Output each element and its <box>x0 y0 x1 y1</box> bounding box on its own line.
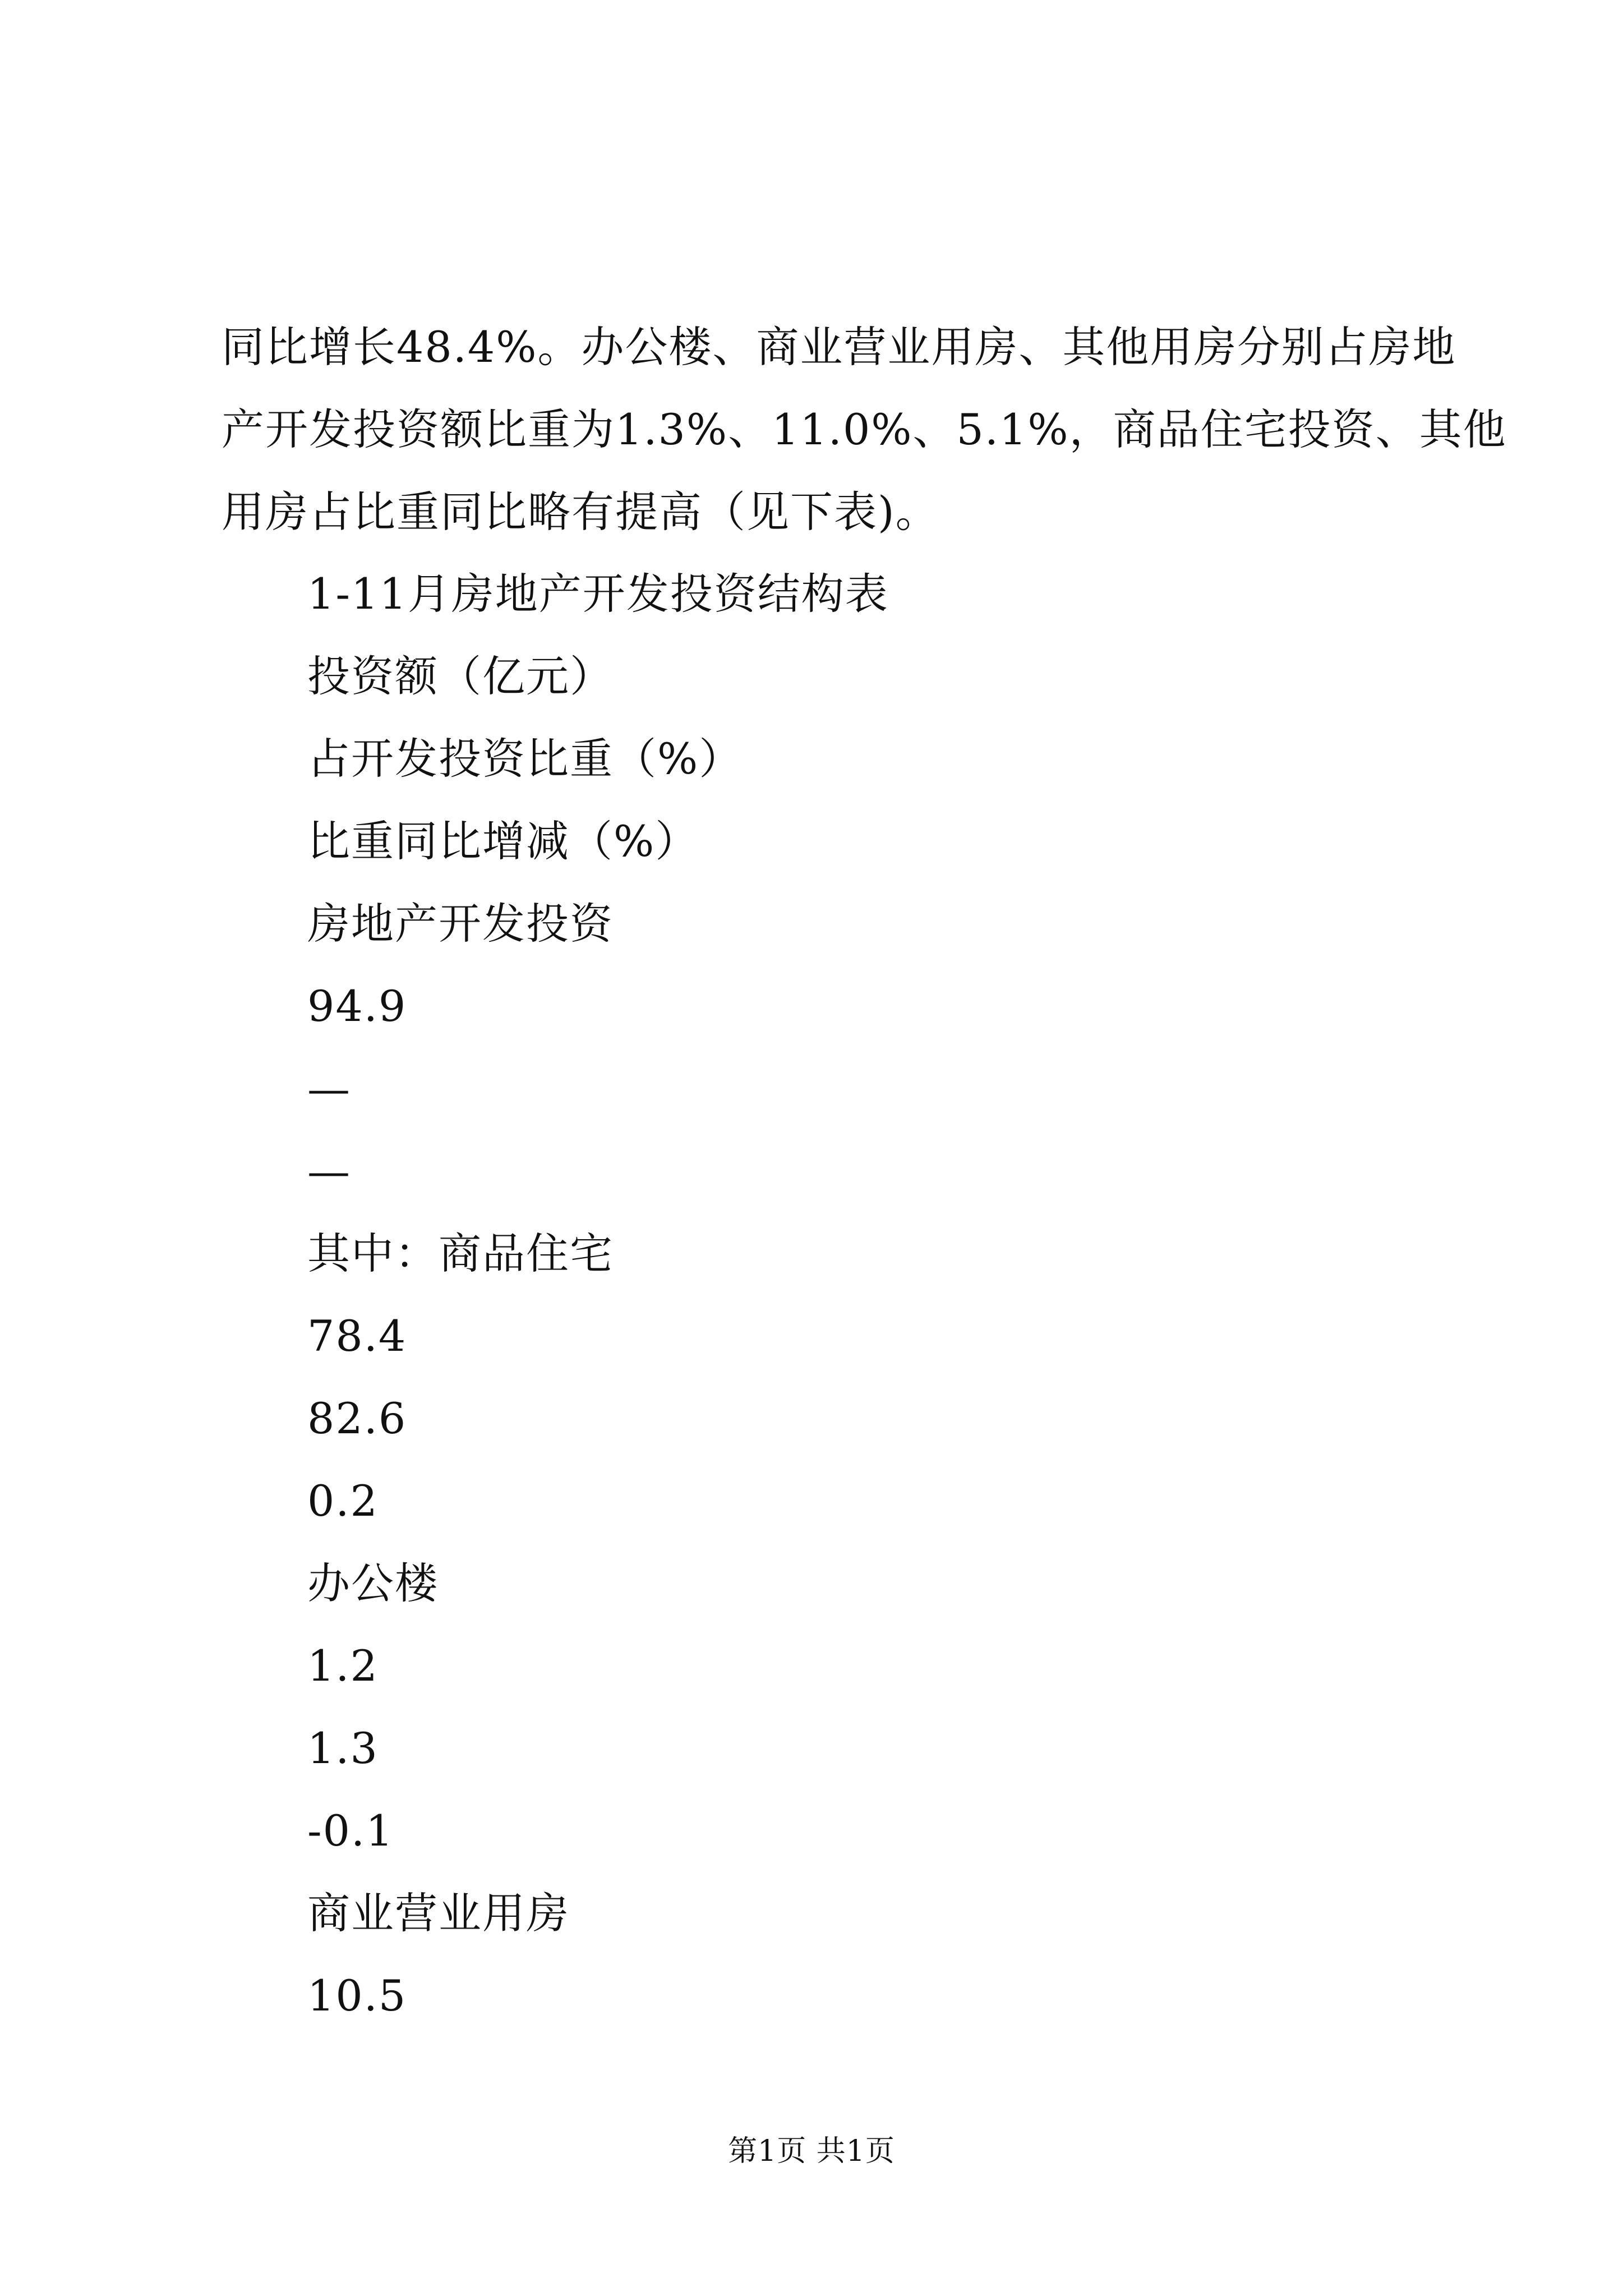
row-label-office: 办公楼 <box>307 1558 439 1608</box>
table-cell: 1.3 <box>307 1723 379 1773</box>
row-label-commercial: 商业营业用房 <box>307 1888 570 1938</box>
table-cell: — <box>307 1146 351 1196</box>
column-header-investment: 投资额（亿元） <box>307 651 614 701</box>
table-cell: -0.1 <box>307 1806 394 1856</box>
table-cell: 0.2 <box>307 1476 379 1526</box>
investment-structure-table <box>307 553 889 2037</box>
table-cell: 78.4 <box>307 1311 407 1361</box>
column-header-share: 占开发投资比重（%） <box>307 734 743 784</box>
row-label-total: 房地产开发投资 <box>307 899 614 949</box>
page-footer: 第1页 共1页 <box>728 2134 895 2168</box>
table-title: 1-11月房地产开发投资结构表 <box>307 569 889 619</box>
table-cell: — <box>307 1064 351 1114</box>
table-cell: 10.5 <box>307 1971 407 2021</box>
body-paragraph <box>222 306 1507 553</box>
table-cell: 82.6 <box>307 1393 407 1443</box>
paragraph-line: 用房占比重同比略有提高（见下表)。 <box>222 487 939 537</box>
paragraph-line: 产开发投资额比重为1.3%、11.0%、5.1%，商品住宅投资、其他 <box>222 404 1507 454</box>
table-cell: 94.9 <box>307 981 407 1031</box>
table-cell: 1.2 <box>307 1641 379 1691</box>
row-label-residential: 其中：商品住宅 <box>307 1228 614 1278</box>
paragraph-line: 同比增长48.4%。办公楼、商业营业用房、其他用房分别占房地 <box>222 322 1456 372</box>
column-header-share-change: 比重同比增减（%） <box>307 816 699 866</box>
